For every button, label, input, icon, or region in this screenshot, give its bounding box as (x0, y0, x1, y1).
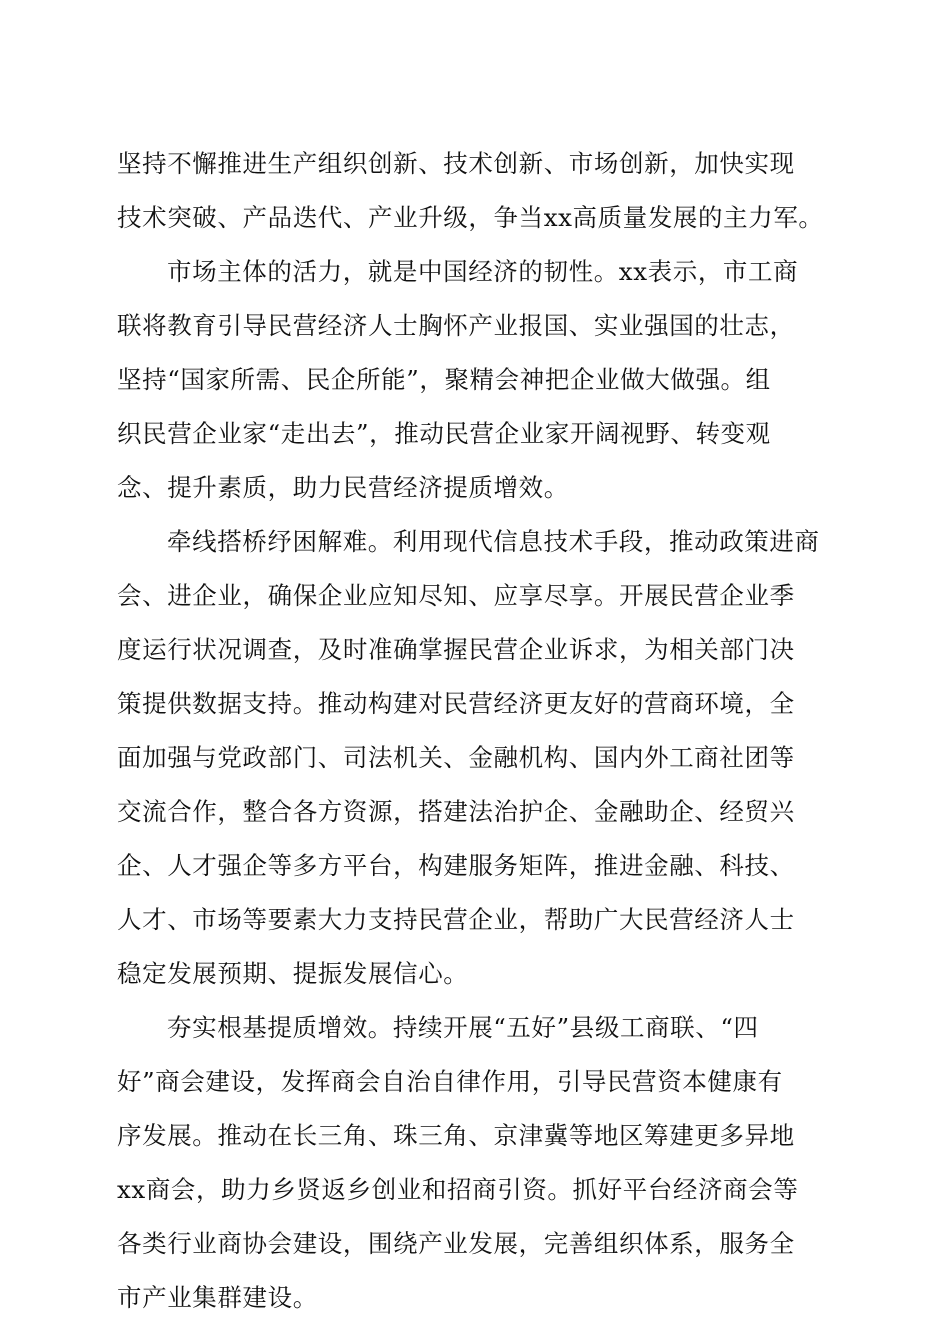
text-line: 会、进企业，确保企业应知尽知、应享尽享。开展民营企业季 (117, 581, 795, 610)
text-line: 坚持“国家所需、民企所能”，聚精会神把企业做大做强。组 (117, 365, 771, 394)
text-line: 好”商会建设，发挥商会自治自律作用，引导民营资本健康有 (117, 1067, 783, 1096)
text-line: 序发展。推动在长三角、珠三角、京津冀等地区筹建更多异地 (117, 1121, 795, 1150)
text-line: 稳定发展预期、提振发展信心。 (117, 959, 469, 988)
text-line: 各类行业商协会建设，围绕产业发展，完善组织体系，服务全 (117, 1229, 795, 1258)
text-line: 企、人才强企等多方平台，构建服务矩阵，推进金融、科技、 (117, 851, 795, 880)
text-line: xx商会，助力乡贤返乡创业和招商引资。抓好平台经济商会等 (117, 1175, 799, 1204)
paragraph-first-line: 牵线搭桥纾困解难。利用现代信息技术手段，推动政策进商 (167, 527, 820, 556)
text-line: 技术突破、产品迭代、产业升级，争当xx高质量发展的主力军。 (117, 203, 824, 232)
text-line: 联将教育引导民营经济人士胸怀产业报国、实业强国的壮志， (117, 311, 795, 340)
text-line: 人才、市场等要素大力支持民营企业，帮助广大民营经济人士 (117, 905, 795, 934)
text-line: 织民营企业家“走出去”，推动民营企业家开阔视野、转变观 (117, 419, 771, 448)
document-body (117, 137, 829, 1325)
text-line: 市产业集群建设。 (117, 1283, 318, 1312)
text-line: 坚持不懈推进生产组织创新、技术创新、市场创新，加快实现 (117, 149, 795, 178)
text-line: 度运行状况调查，及时准确掌握民营企业诉求，为相关部门决 (117, 635, 795, 664)
paragraph-first-line: 市场主体的活力，就是中国经济的韧性。xx表示，市工商 (167, 257, 799, 286)
text-line: 面加强与党政部门、司法机关、金融机构、国内外工商社团等 (117, 743, 795, 772)
paragraph-first-line: 夯实根基提质增效。持续开展“五好”县级工商联、“四 (167, 1013, 759, 1042)
text-line: 念、提升素质，助力民营经济提质增效。 (117, 473, 569, 502)
text-line: 交流合作，整合各方资源，搭建法治护企、金融助企、经贸兴 (117, 797, 795, 826)
text-line: 策提供数据支持。推动构建对民营经济更友好的营商环境，全 (117, 689, 795, 718)
